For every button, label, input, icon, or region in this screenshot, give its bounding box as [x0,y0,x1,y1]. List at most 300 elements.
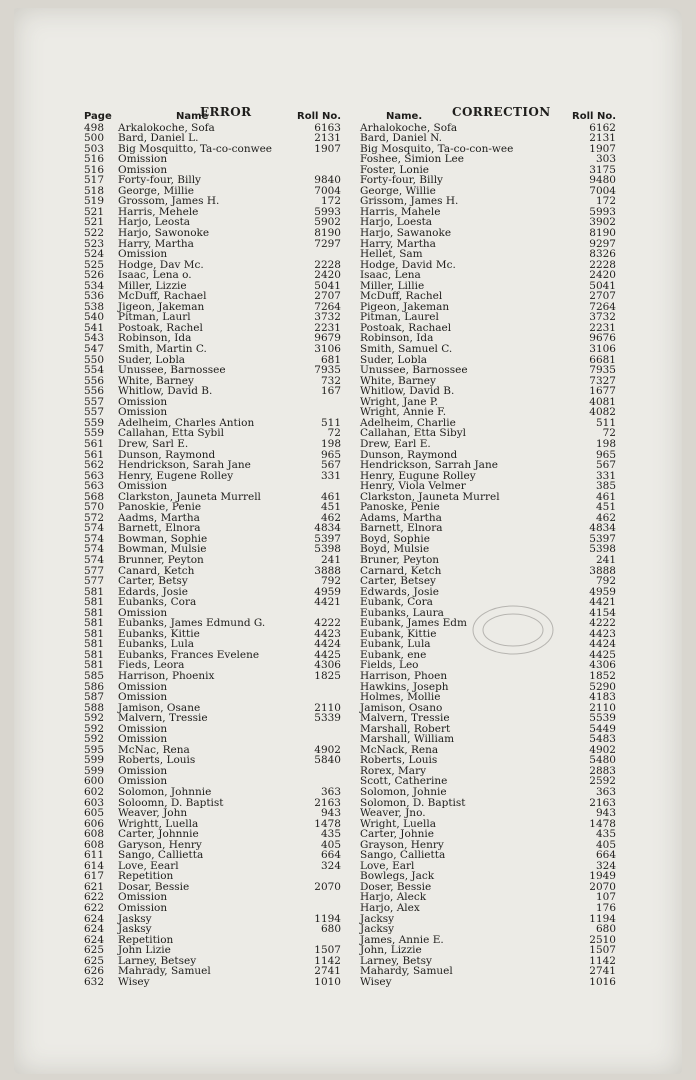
corrected-name: James, Annie E. [360,933,444,946]
corrected-name: Arhalokoche, Sofa [360,121,458,134]
page-number: 498 [84,121,105,134]
error-name: Suder, Lobla [118,353,186,366]
corrected-name: Hellet, Sam [360,248,423,261]
corrected-name: Boyd, Mulsie [360,543,430,556]
page-number: 625 [84,944,105,957]
page-number: 563 [84,480,105,493]
page-number: 581 [84,617,105,630]
page-number: 521 [84,216,105,229]
corrected-roll-number: 943 [595,807,616,820]
error-name: Omission [118,395,168,408]
error-name: Carter, Betsy [118,575,188,588]
corrected-roll-number: 172 [595,195,616,208]
table-row [84,671,616,682]
corrected-roll-number: 5449 [589,722,616,735]
library-stamp-icon [468,600,558,660]
page-number: 556 [84,374,105,387]
page-number: 581 [84,648,105,661]
page-number: 536 [84,290,105,303]
table-row [84,966,616,977]
corrected-roll-number: 9297 [589,237,616,250]
corrected-name: Edwards, Josie [360,585,439,598]
error-name: Panoskie, Penie [118,501,202,514]
error-roll-number: 664 [320,849,341,862]
corrected-roll-number: 5398 [589,543,616,556]
error-roll-number: 1478 [314,817,341,830]
error-roll-number: 1010 [314,975,341,988]
page-number: 574 [84,553,105,566]
corrected-name: Bard, Daniel N. [360,132,442,145]
corrected-roll-number: 5539 [589,712,616,725]
page-number: 559 [84,416,105,429]
corrected-roll-number: 1949 [589,870,616,883]
error-roll-number: 405 [320,838,341,851]
error-name: Jamison, Osane [118,701,201,714]
corrected-roll-number: 4082 [589,406,616,419]
error-name: Clarkston, Jauneta Murrell [118,490,261,503]
page-number: 577 [84,564,105,577]
error-roll-number: 363 [320,786,341,798]
error-name: Harjo, Sawonoke [118,227,210,240]
error-roll-number: 7264 [314,300,341,313]
corrected-roll-number: 2110 [589,701,616,714]
page-number: 599 [84,754,105,767]
corrected-roll-number: 664 [595,849,616,862]
error-roll-number: 2110 [314,701,341,714]
page-number: 603 [84,796,105,809]
corrected-name: Bruner, Peyton [360,553,440,566]
error-name: Garyson, Henry [118,838,202,851]
corrected-name: Sango, Callietta [360,849,446,862]
corrected-name: Rorex, Mary [360,764,427,777]
corrected-name: Wright, Luella [360,817,437,830]
error-name: Unussee, Barnossee [118,364,226,377]
corrected-roll-number: 107 [595,891,616,904]
corrected-roll-number: 2131 [589,132,616,145]
corrected-name: Bowlegs, Jack [360,870,435,883]
corrected-roll-number: 3732 [589,311,616,324]
corrected-roll-number: 8190 [589,227,616,240]
error-name: Jigeon, Jakeman [118,300,205,313]
page-number: 538 [84,300,105,313]
corrected-roll-number: 2707 [589,290,616,303]
error-roll-number: 4425 [314,648,341,661]
corrected-name: Wright, Annie F. [360,406,447,419]
corrected-roll-number: 680 [595,923,616,936]
error-name: Wrightt, Luella [118,817,199,830]
corrected-roll-number: 5483 [589,733,616,746]
error-name: Weaver, John [118,807,188,820]
error-name: Edards, Josie [118,585,188,598]
corrected-roll-number: 5993 [589,205,616,218]
error-name: Repetition [118,870,174,883]
error-roll-number: 4306 [314,659,341,672]
page-number: 621 [84,880,105,893]
error-name: Omission [118,691,168,704]
corrected-roll-number: 331 [595,469,616,482]
page-number: 572 [84,511,105,524]
corrected-name: Mahardy, Samuel [360,965,453,978]
error-name: Big Mosquitto, Ta-co-conwee [118,142,272,155]
correction-heading: CORRECTION [452,105,551,119]
correction-name-column-header: Name. [386,111,423,122]
page-number: 554 [84,364,105,377]
corrected-roll-number: 4902 [589,743,616,756]
error-roll-number: 462 [320,511,341,524]
error-name: Harjo, Leosta [118,216,191,229]
table-row [84,977,616,988]
corrected-name: Holmes, Mollie [360,691,441,704]
error-name: Eubanks, Frances Evelene [118,648,260,661]
page-number: 606 [84,817,105,830]
corrected-roll-number: 72 [602,427,616,440]
corrected-name: Carnard, Ketch [360,564,442,577]
corrected-roll-number: 7327 [589,374,616,387]
corrected-roll-number: 5290 [589,680,616,693]
corrected-name: John, Lizzie [360,944,422,957]
table-row [84,555,616,566]
corrected-roll-number: 9480 [589,174,616,187]
corrected-name: Wright, Jane P. [360,395,439,408]
page-number: 521 [84,205,105,218]
corrected-roll-number: 2883 [589,764,616,777]
error-roll-number: 965 [320,448,341,461]
error-name: Eubanks, Lula [118,638,194,651]
corrected-name: Robinson, Ida [360,332,434,345]
error-roll-number: 5993 [314,205,341,218]
error-roll-number: 167 [320,385,341,398]
table-body [84,123,616,988]
table-row [84,460,616,471]
error-name: Hendrickson, Sarah Jane [118,459,251,472]
error-roll-number: 8190 [314,227,341,240]
error-roll-number: 2228 [314,258,341,271]
corrected-name: Malvern, Tressie [360,712,450,725]
error-name: Bowman, Sophie [118,532,208,545]
table-row [84,439,616,450]
corrected-name: Marshall, Robert [360,722,451,735]
corrected-roll-number: 4834 [589,522,616,535]
error-roll-number: 2163 [314,796,341,809]
page-number: 547 [84,343,105,356]
page-number: 543 [84,332,105,345]
table-row [84,344,616,355]
corrected-name: Carter, Betsey [360,575,436,588]
error-roll-number: 461 [320,490,341,503]
error-roll-number: 3888 [314,564,341,577]
corrected-name: Henry, Viola Velmer [360,480,466,493]
corrected-roll-number: 176 [595,902,616,915]
error-roll-number: 567 [320,459,341,472]
page-number: 592 [84,722,105,735]
error-name: Jasksy [118,923,152,936]
corrected-roll-number: 4081 [589,395,616,408]
corrected-roll-number: 792 [595,575,616,588]
corrected-roll-number: 2070 [589,880,616,893]
corrected-name: McNack, Rena [360,743,439,756]
corrected-roll-number: 2231 [589,321,616,334]
page-number: 525 [84,258,105,271]
page-number: 614 [84,859,105,872]
error-roll-number: 5041 [314,279,341,292]
error-roll-number: 172 [320,195,341,208]
corrected-roll-number: 7935 [589,364,616,377]
error-roll-number: 7297 [314,237,341,250]
error-name: Malvern, Tressie [118,712,208,725]
error-name: Smith, Martin C. [118,343,207,356]
error-name: Roberts, Louis [118,754,196,767]
corrected-name: Adelheim, Charlie [360,416,456,429]
error-roll-number: 4834 [314,522,341,535]
error-name: Mahrady, Samuel [118,965,211,978]
corrected-name: Isaac, Lena [360,269,421,282]
page-number: 581 [84,596,105,609]
corrected-roll-number: 2592 [589,775,616,788]
corrected-roll-number: 1907 [589,142,616,155]
page-number: 581 [84,606,105,619]
corrected-roll-number: 9676 [589,332,616,345]
corrected-roll-number: 462 [595,511,616,524]
corrected-name: Marshall, William [360,733,455,746]
corrected-roll-number: 8326 [589,248,616,261]
corrected-roll-number: 7004 [589,184,616,197]
error-name: Omission [118,680,168,693]
corrected-roll-number: 567 [595,459,616,472]
error-roll-number: 943 [320,807,341,820]
corrected-roll-number: 324 [595,859,616,872]
page-number: 595 [84,743,105,756]
page-number: 562 [84,459,105,472]
error-name-column-header: Name [176,111,209,122]
corrected-name: Harjo, Sawanoke [360,227,452,240]
corrected-roll-number: 5397 [589,532,616,545]
error-name: Soloomn, D. Baptist [118,796,224,809]
corrected-roll-number: 2420 [589,269,616,282]
page-number: 540 [84,311,105,324]
error-roll-number: 5339 [314,712,341,725]
page-number: 570 [84,501,105,514]
corrected-roll-number: 965 [595,448,616,461]
corrected-name: Harjo, Loesta [360,216,433,229]
error-name: John Lizie [118,944,171,957]
error-roll-number: 511 [320,416,341,429]
error-roll-number: 3106 [314,343,341,356]
corrected-name: Whitlow, David B. [360,385,455,398]
error-roll-number: 1907 [314,142,341,155]
page-number: 559 [84,427,105,440]
corrected-roll-number: 4959 [589,585,616,598]
error-roll-number: 2707 [314,290,341,303]
corrected-name: Dunson, Raymond [360,448,458,461]
error-roll-number: 5902 [314,216,341,229]
corrected-roll-number: 4306 [589,659,616,672]
page-number: 587 [84,691,105,704]
error-roll-number: 2131 [314,132,341,145]
error-name: Harry, Martha [118,237,194,250]
error-name: Adelheim, Charles Antion [118,416,255,429]
corrected-name: Weaver, Jno. [360,807,426,820]
error-roll-number: 681 [320,353,341,366]
corrected-name: Jacksy [360,912,395,925]
corrected-name: Drew, Earl E. [360,437,431,450]
corrected-name: Foshee, Simion Lee [360,153,464,166]
page-number: 523 [84,237,105,250]
corrected-name: Harjo, Aleck [360,891,427,904]
corrected-name: Smith, Samuel C. [360,343,453,356]
corrected-roll-number: 303 [595,153,616,166]
corrected-name: Solomon, D. Baptist [360,796,466,809]
corrected-name: Forty-four, Billy [360,174,443,187]
error-roll-number: 324 [320,859,341,872]
error-name: McNac, Rena [118,743,190,756]
error-roll-number: 7004 [314,184,341,197]
page-number: 561 [84,448,105,461]
page-number: 557 [84,395,105,408]
corrected-name: Grissom, James H. [360,195,459,208]
corrected-name: Pitman, Laurel [360,311,439,324]
error-roll-number: 4421 [314,596,341,609]
error-name: Arkalokoche, Sofa [118,121,215,134]
corrected-roll-number: 451 [595,501,616,514]
error-name: Omission [118,733,168,746]
table-row [84,903,616,914]
error-name: Jasksy [118,912,152,925]
error-name: Eubanks, James Edmund G. [118,617,266,630]
error-name: Larney, Betsey [118,954,197,967]
error-name: Harrison, Phoenix [118,669,215,682]
corrected-name: Fields, Leo [360,659,419,672]
page-number: 605 [84,807,105,820]
error-name: Robinson, Ida [118,332,192,345]
corrected-roll-number: 435 [595,828,616,841]
error-name: Eubanks, Cora [118,596,197,609]
error-name: Harris, Mehele [118,205,199,218]
corrected-roll-number: 405 [595,838,616,851]
error-name: Omission [118,480,168,493]
page-number: 625 [84,954,105,967]
error-name: Henry, Eugene Rolley [118,469,234,482]
corrected-name: McDuff, Rachel [360,290,443,303]
error-name: Callahan, Etta Sybil [118,427,224,440]
corrected-roll-number: 3902 [589,216,616,229]
error-roll-number: 9679 [314,332,341,345]
error-roll-number: 331 [320,469,341,482]
corrected-roll-number: 2741 [589,965,616,978]
error-name: Omission [118,163,168,176]
page-number: 516 [84,153,105,166]
corrected-roll-number: 511 [595,416,616,429]
corrected-name: Callahan, Etta Sibyl [360,427,466,440]
corrected-name: Larney, Betsy [360,954,432,967]
corrected-roll-number: 1194 [589,912,616,925]
error-name: Brunner, Peyton [118,553,204,566]
error-roll-number: 2420 [314,269,341,282]
page-number: 624 [84,912,105,925]
page-number: 574 [84,543,105,556]
corrected-roll-number: 461 [595,490,616,503]
error-roll-number: 5398 [314,543,341,556]
corrected-roll-number: 241 [595,553,616,566]
corrected-name: Eubanks, Laura [360,606,444,619]
corrected-name: Love, Earl [360,859,415,872]
page-number: 522 [84,227,105,240]
corrected-name: Adams, Martha [360,511,442,524]
corrected-name: Wisey [360,975,392,988]
corrected-roll-number: 4154 [589,606,616,619]
corrected-name: Hodge, David Mc. [360,258,456,271]
corrected-roll-number: 1478 [589,817,616,830]
corrected-name: Eubank, ene [360,648,427,661]
corrected-name: Henry, Eugune Rolley [360,469,476,482]
error-name: Carter, Johnnie [118,828,199,841]
error-name: Sango, Callietta [118,849,204,862]
page-number: 550 [84,353,105,366]
corrected-name: Eubank, Lula [360,638,431,651]
error-roll-number: 4423 [314,627,341,640]
error-roll-number: 2741 [314,965,341,978]
page-number: 500 [84,132,105,145]
page-number: 608 [84,838,105,851]
error-name: Fieds, Leora [118,659,185,672]
corrected-name: Carter, Johnie [360,828,434,841]
error-name: Omission [118,606,168,619]
page-number: 577 [84,575,105,588]
table-row [84,787,616,798]
page-number: 574 [84,522,105,535]
corrected-roll-number: 4423 [589,627,616,640]
error-name: McDuff, Rachael [118,290,207,303]
page-number: 622 [84,891,105,904]
page-number: 592 [84,712,105,725]
corrected-roll-number: 3888 [589,564,616,577]
page-number: 574 [84,532,105,545]
error-name: Dunson, Raymond [118,448,216,461]
corrected-roll-number: 1142 [589,954,616,967]
page-number: 524 [84,248,105,261]
error-roll-number: 241 [320,553,341,566]
error-name: Miller, Lizzie [118,279,187,292]
corrected-name: Hawkins, Joseph [360,680,449,693]
error-name: Bard, Daniel L. [118,132,199,145]
error-roll-number: 3732 [314,311,341,324]
error-name: Omission [118,722,168,735]
page-number: 518 [84,184,105,197]
corrected-name: Roberts, Louis [360,754,438,767]
page-number: 516 [84,163,105,176]
error-name: Forty-four, Billy [118,174,201,187]
page-number: 600 [84,775,105,788]
corrected-name: Pigeon, Jakeman [360,300,450,313]
corrected-name: Foster, Lonie [360,163,430,176]
corrected-roll-number: 5041 [589,279,616,292]
error-name: Omission [118,775,168,788]
error-roll-number: 4902 [314,743,341,756]
error-roll-number: 680 [320,923,341,936]
page-number: 581 [84,659,105,672]
page-number: 541 [84,321,105,334]
error-roll-number: 1825 [314,669,341,682]
page-number: 526 [84,269,105,282]
corrected-roll-number: 1507 [589,944,616,957]
error-roll-number: 451 [320,501,341,514]
error-name: Omission [118,764,168,777]
page-number: 581 [84,638,105,651]
page-number: 608 [84,828,105,841]
corrected-roll-number: 7264 [589,300,616,313]
error-name: Grossom, James H. [118,195,220,208]
corrected-roll-number: 363 [595,786,616,798]
error-name: Canard, Ketch [118,564,195,577]
